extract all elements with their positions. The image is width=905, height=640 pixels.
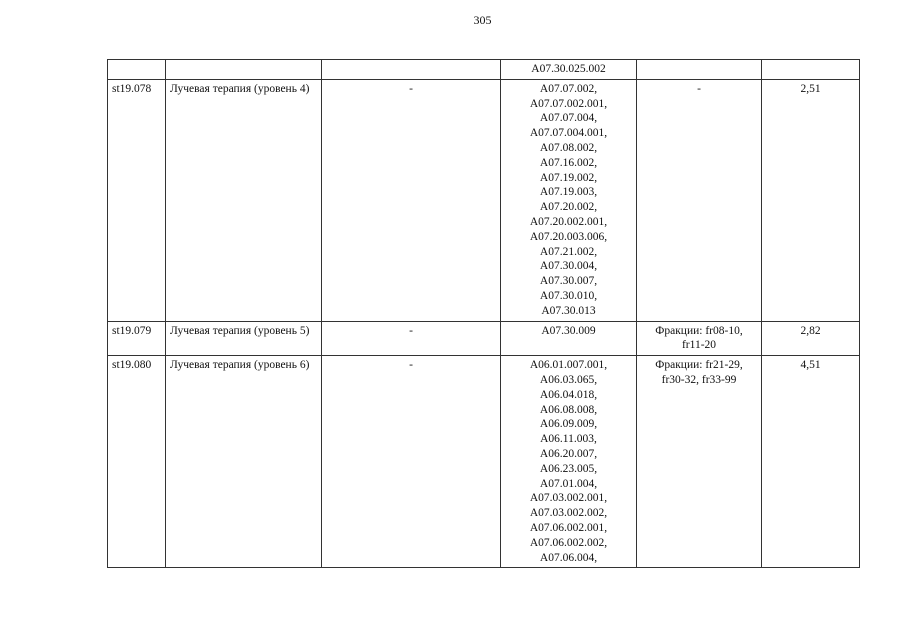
code-line: A07.07.004.001,: [529, 127, 608, 140]
cell-col3: -: [322, 321, 501, 356]
cell-code: st19.080: [108, 356, 166, 568]
code-line: A07.20.002.001,: [529, 215, 608, 228]
code-line: A07.30.009: [541, 324, 596, 337]
code-line: A07.20.003.006,: [529, 230, 608, 243]
cell-coef: 2,51: [762, 79, 860, 321]
cell-extra: [637, 60, 762, 80]
code-line: A07.07.002.001,: [529, 97, 608, 110]
cell-codes: [501, 356, 637, 568]
cell-col3: -: [322, 356, 501, 568]
cell-coef: 2,82: [762, 321, 860, 356]
code-line: A06.09.009,: [539, 418, 598, 431]
cell-col3: [322, 60, 501, 80]
code-line: A07.07.002,: [539, 82, 598, 95]
code-line: A07.03.002.001,: [529, 492, 608, 505]
cell-col3: -: [322, 79, 501, 321]
table-row: [108, 321, 860, 356]
cell-codes: [501, 79, 637, 321]
code-line: A07.19.003,: [539, 186, 598, 199]
code-line: A07.19.002,: [539, 171, 598, 184]
code-line: A07.06.002.002,: [529, 536, 608, 549]
code-line: A07.30.013: [541, 304, 596, 317]
tariff-table: [107, 59, 860, 568]
cell-extra: [637, 321, 762, 356]
code-line: A06.08.008,: [539, 403, 598, 416]
code-line: A07.30.004,: [539, 260, 598, 273]
cell-name: Лучевая терапия (уровень 6): [166, 356, 322, 568]
cell-extra: [637, 79, 762, 321]
code-line: A07.30.007,: [539, 275, 598, 288]
page-number: 305: [473, 13, 492, 27]
extra-line: fr30-32, fr33-99: [661, 373, 737, 386]
code-line: A06.04.018,: [539, 388, 598, 401]
code-line: A06.23.005,: [539, 462, 598, 475]
cell-coef: 4,51: [762, 356, 860, 568]
extra-line: Фракции: fr08-10,: [655, 324, 743, 337]
cell-name: Лучевая терапия (уровень 5): [166, 321, 322, 356]
code-line: A07.30.025.002: [531, 63, 606, 75]
code-line: A07.06.002.001,: [529, 521, 608, 534]
cell-name: Лучевая терапия (уровень 4): [166, 79, 322, 321]
code-line: A07.06.004,: [539, 551, 598, 564]
cell-coef: [762, 60, 860, 80]
code-line: A07.21.002,: [539, 245, 598, 258]
code-line: A07.16.002,: [539, 156, 598, 169]
cell-code: st19.078: [108, 79, 166, 321]
code-line: A07.01.004,: [539, 477, 598, 490]
cell-name: [166, 60, 322, 80]
cell-codes: [501, 60, 637, 80]
extra-line: fr11-20: [681, 339, 717, 352]
continuation-row: [108, 60, 860, 80]
extra-line: -: [697, 82, 701, 95]
code-line: A07.20.002,: [539, 201, 598, 214]
table-row: [108, 79, 860, 321]
cell-code: [108, 60, 166, 80]
extra-line: Фракции: fr21-29,: [655, 359, 743, 372]
cell-code: st19.079: [108, 321, 166, 356]
code-line: A07.03.002.002,: [529, 507, 608, 520]
cell-extra: [637, 356, 762, 568]
code-line: A07.08.002,: [539, 141, 598, 154]
table-body: [108, 60, 860, 568]
table-row: [108, 356, 860, 568]
code-line: A06.03.065,: [539, 373, 598, 386]
code-line: A07.07.004,: [539, 112, 598, 125]
code-line: A06.11.003,: [540, 433, 597, 446]
cell-codes: [501, 321, 637, 356]
code-line: A06.01.007.001,: [529, 359, 608, 372]
code-line: A07.30.010,: [539, 289, 598, 302]
code-line: A06.20.007,: [539, 447, 598, 460]
